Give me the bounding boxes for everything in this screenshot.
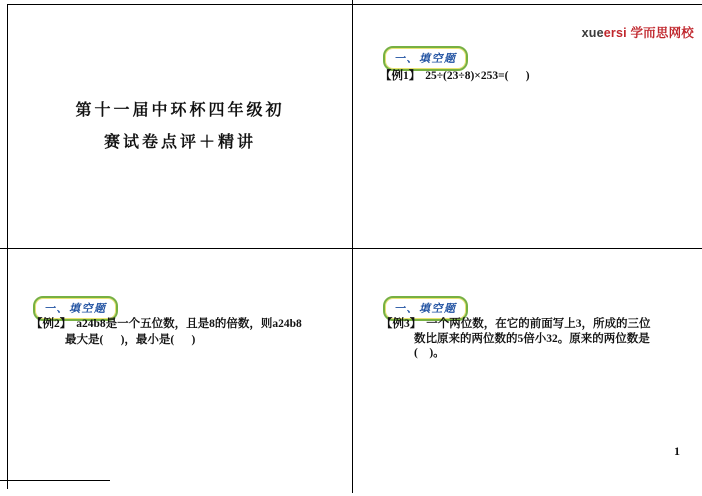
section-badge-fill-in-blank-2: 一、填空题 <box>33 296 118 321</box>
example2-label: 【例2】 <box>31 318 72 330</box>
example3-line-1 <box>381 317 651 331</box>
title-slide <box>8 5 352 248</box>
grid-line-vertical-divider <box>352 0 353 493</box>
example3-text-1: 一个两位数，在它的前面写上3，所成的三位 <box>426 318 651 330</box>
example1-label: 【例1】 <box>380 70 421 82</box>
xueersi-logo <box>582 23 694 41</box>
example2-line-2: 最大是( )，最小是( ) <box>65 334 196 346</box>
example3-line-2: 数比原来的两位数的5倍小32。原来的两位数是 <box>414 333 650 345</box>
logo-text-chinese: 学而思网校 <box>626 26 694 40</box>
grid-line-bottom-left <box>0 480 110 481</box>
page-number: 1 <box>674 444 680 458</box>
logo-text-xue: xue <box>581 26 604 40</box>
example1-text: 25÷(23÷8)×253=( ) <box>425 70 530 82</box>
logo-text-ersi: ersi <box>603 26 627 40</box>
page-title-line-2: 赛试卷点评＋精讲 <box>103 133 256 151</box>
section-badge-fill-in-blank-3: 一、填空题 <box>383 296 468 321</box>
grid-line-horizontal-divider <box>0 248 702 249</box>
section-badge-fill-in-blank-1: 一、填空题 <box>383 46 468 71</box>
page-title-line-1: 第十一届中环杯四年级初 <box>75 101 285 119</box>
example2-text-1: a24b8是一个五位数，且是8的倍数，则a24b8 <box>76 318 302 330</box>
example3-line-3: ( )。 <box>414 347 445 359</box>
example1-line <box>380 69 530 83</box>
example3-label: 【例3】 <box>381 318 422 330</box>
example2-line-1 <box>31 317 302 331</box>
